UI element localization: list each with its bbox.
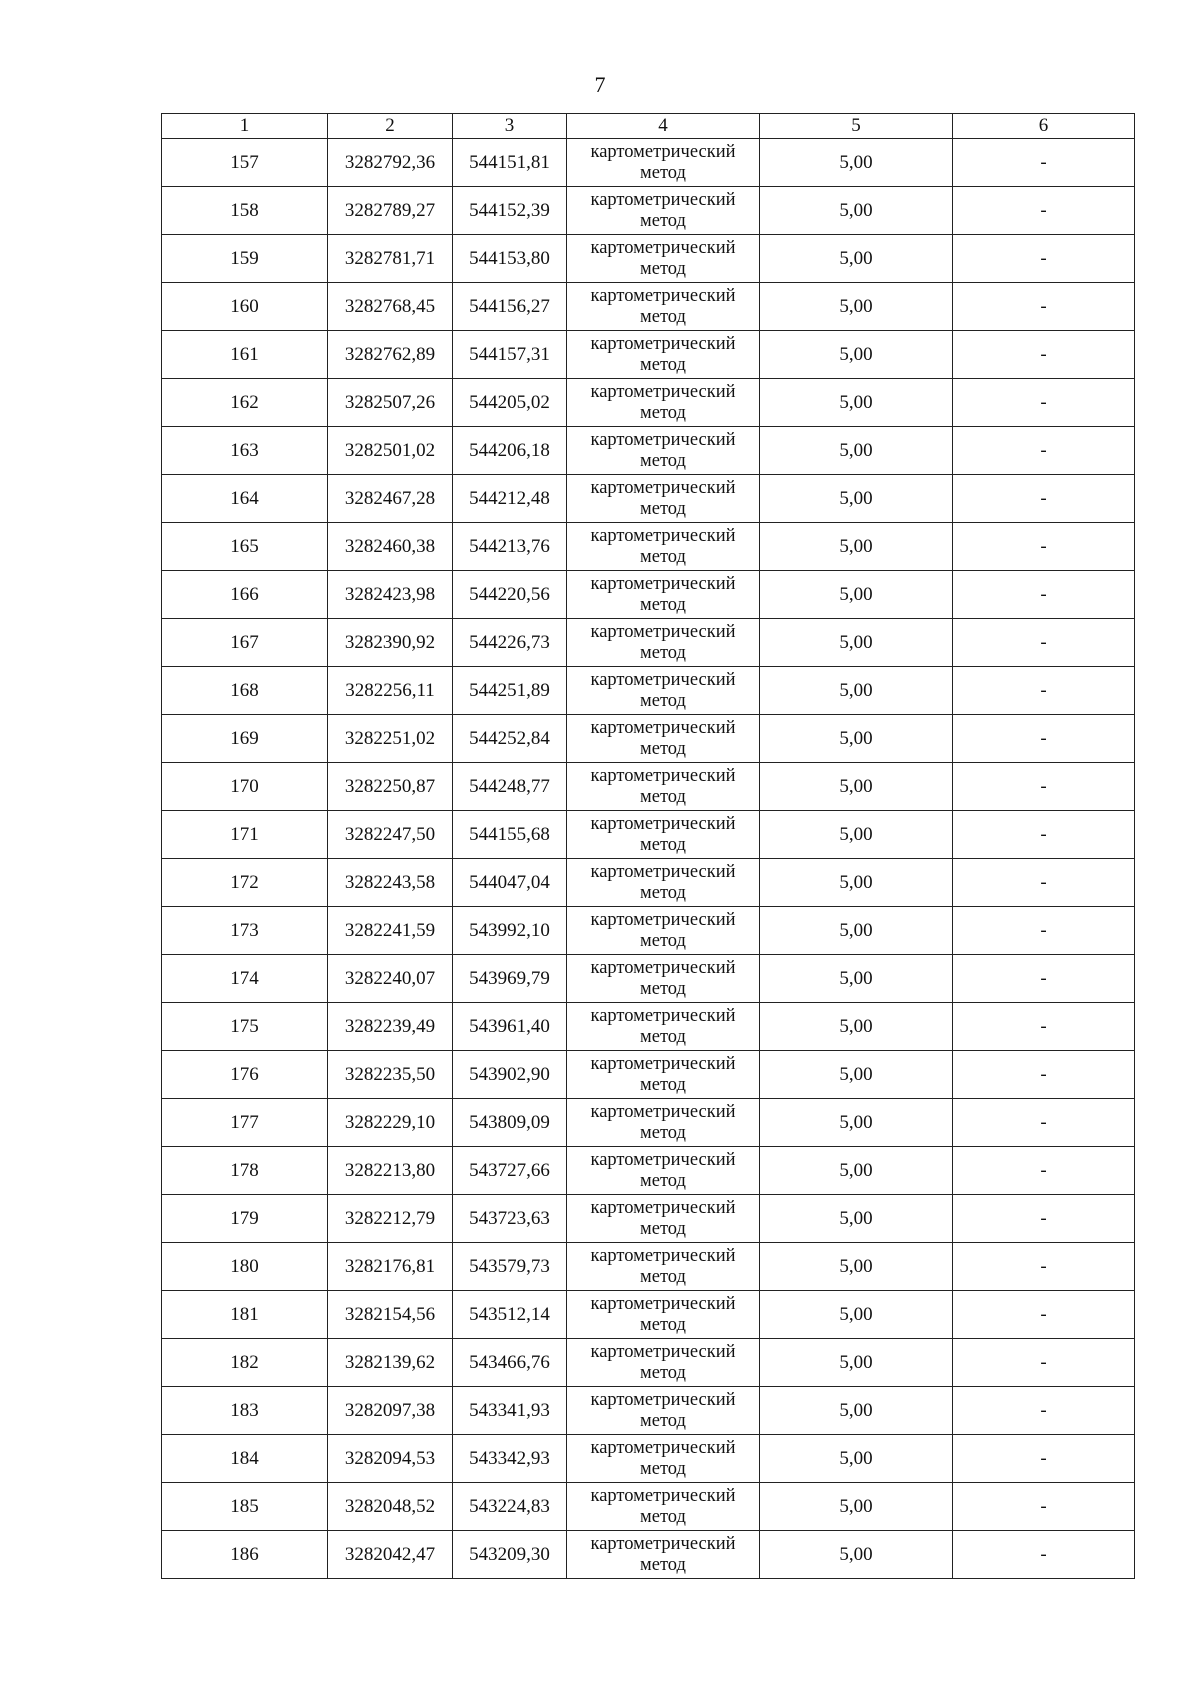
method-cell [567,715,760,763]
method-cell [567,667,760,715]
table-row [162,427,1135,475]
point-number-cell: 175 [162,1003,328,1051]
method-text-line: метод [640,1458,686,1479]
page-number: 7 [594,72,606,97]
table-row [162,1435,1135,1483]
description-cell: - [953,523,1135,571]
description-cell: - [953,571,1135,619]
accuracy-cell: 5,00 [760,1531,953,1579]
method-cell [567,523,760,571]
method-cell [567,139,760,187]
accuracy-cell: 5,00 [760,619,953,667]
x-coordinate-cell: 3282507,26 [328,379,453,427]
method-text-line: метод [640,498,686,519]
method-text-line: картометрический [590,1437,736,1458]
method-text-line: картометрический [590,1485,736,1506]
method-text-line: картометрический [590,525,736,546]
method-text-line: картометрический [590,813,736,834]
description-cell: - [953,283,1135,331]
method-cell [567,1435,760,1483]
y-coordinate-cell: 544155,68 [453,811,567,859]
method-text-line: метод [640,1266,686,1287]
description-cell: - [953,331,1135,379]
accuracy-cell: 5,00 [760,1339,953,1387]
x-coordinate-cell: 3282229,10 [328,1099,453,1147]
y-coordinate-cell: 544152,39 [453,187,567,235]
table-row [162,1483,1135,1531]
method-text-line: картометрический [590,1245,736,1266]
method-text-line: метод [640,210,686,231]
description-cell: - [953,619,1135,667]
column-header: 3 [453,114,567,139]
x-coordinate-cell: 3282423,98 [328,571,453,619]
description-cell: - [953,475,1135,523]
table-row [162,283,1135,331]
y-coordinate-cell: 543341,93 [453,1387,567,1435]
method-cell [567,763,760,811]
accuracy-cell: 5,00 [760,475,953,523]
accuracy-cell: 5,00 [760,763,953,811]
point-number-cell: 162 [162,379,328,427]
point-number-cell: 185 [162,1483,328,1531]
table-row [162,1291,1135,1339]
header-row [162,114,1135,139]
method-text-line: картометрический [590,1005,736,1026]
table-row [162,955,1135,1003]
point-number-cell: 157 [162,139,328,187]
method-cell [567,1531,760,1579]
accuracy-cell: 5,00 [760,1003,953,1051]
y-coordinate-cell: 544047,04 [453,859,567,907]
point-number-cell: 172 [162,859,328,907]
table-row [162,1147,1135,1195]
method-text-line: метод [640,642,686,663]
accuracy-cell: 5,00 [760,1435,953,1483]
accuracy-cell: 5,00 [760,427,953,475]
method-text-line: метод [640,1170,686,1191]
x-coordinate-cell: 3282094,53 [328,1435,453,1483]
method-text-line: картометрический [590,381,736,402]
method-text-line: метод [640,162,686,183]
method-text-line: картометрический [590,573,736,594]
method-cell [567,1003,760,1051]
accuracy-cell: 5,00 [760,1243,953,1291]
accuracy-cell: 5,00 [760,235,953,283]
x-coordinate-cell: 3282501,02 [328,427,453,475]
method-cell [567,1339,760,1387]
table-body [162,139,1135,1579]
method-text-line: картометрический [590,669,736,690]
x-coordinate-cell: 3282213,80 [328,1147,453,1195]
description-cell: - [953,427,1135,475]
column-header: 4 [567,114,760,139]
description-cell: - [953,1435,1135,1483]
point-number-cell: 161 [162,331,328,379]
point-number-cell: 183 [162,1387,328,1435]
y-coordinate-cell: 543224,83 [453,1483,567,1531]
y-coordinate-cell: 543512,14 [453,1291,567,1339]
accuracy-cell: 5,00 [760,331,953,379]
method-text-line: метод [640,594,686,615]
method-text-line: метод [640,450,686,471]
method-cell [567,1243,760,1291]
point-number-cell: 174 [162,955,328,1003]
y-coordinate-cell: 543992,10 [453,907,567,955]
y-coordinate-cell: 544213,76 [453,523,567,571]
description-cell: - [953,235,1135,283]
description-cell: - [953,1387,1135,1435]
point-number-cell: 170 [162,763,328,811]
point-number-cell: 159 [162,235,328,283]
x-coordinate-cell: 3282235,50 [328,1051,453,1099]
table-row [162,235,1135,283]
x-coordinate-cell: 3282048,52 [328,1483,453,1531]
method-text-line: метод [640,546,686,567]
description-cell: - [953,907,1135,955]
description-cell: - [953,955,1135,1003]
point-number-cell: 177 [162,1099,328,1147]
table-row [162,1051,1135,1099]
table-row [162,331,1135,379]
table-row [162,811,1135,859]
method-text-line: картометрический [590,1149,736,1170]
method-cell [567,859,760,907]
table-row [162,571,1135,619]
description-cell: - [953,1339,1135,1387]
method-text-line: картометрический [590,477,736,498]
table-row [162,1243,1135,1291]
point-number-cell: 178 [162,1147,328,1195]
y-coordinate-cell: 543209,30 [453,1531,567,1579]
accuracy-cell: 5,00 [760,1051,953,1099]
method-text-line: метод [640,1554,686,1575]
method-cell [567,379,760,427]
point-number-cell: 163 [162,427,328,475]
accuracy-cell: 5,00 [760,667,953,715]
method-text-line: метод [640,1314,686,1335]
table-row [162,1531,1135,1579]
method-text-line: метод [640,1122,686,1143]
x-coordinate-cell: 3282792,36 [328,139,453,187]
accuracy-cell: 5,00 [760,523,953,571]
method-text-line: картометрический [590,765,736,786]
x-coordinate-cell: 3282139,62 [328,1339,453,1387]
accuracy-cell: 5,00 [760,379,953,427]
method-text-line: картометрический [590,1533,736,1554]
method-text-line: картометрический [590,237,736,258]
x-coordinate-cell: 3282176,81 [328,1243,453,1291]
accuracy-cell: 5,00 [760,1387,953,1435]
x-coordinate-cell: 3282239,49 [328,1003,453,1051]
table-row [162,763,1135,811]
table-row [162,1195,1135,1243]
method-text-line: метод [640,690,686,711]
accuracy-cell: 5,00 [760,571,953,619]
method-text-line: картометрический [590,141,736,162]
description-cell: - [953,1147,1135,1195]
point-number-cell: 180 [162,1243,328,1291]
x-coordinate-cell: 3282097,38 [328,1387,453,1435]
method-text-line: картометрический [590,957,736,978]
method-text-line: картометрический [590,1341,736,1362]
y-coordinate-cell: 544156,27 [453,283,567,331]
method-text-line: картометрический [590,1053,736,1074]
point-number-cell: 168 [162,667,328,715]
y-coordinate-cell: 543466,76 [453,1339,567,1387]
x-coordinate-cell: 3282762,89 [328,331,453,379]
x-coordinate-cell: 3282390,92 [328,619,453,667]
method-text-line: картометрический [590,909,736,930]
accuracy-cell: 5,00 [760,811,953,859]
point-number-cell: 179 [162,1195,328,1243]
point-number-cell: 186 [162,1531,328,1579]
method-cell [567,619,760,667]
method-cell [567,1147,760,1195]
x-coordinate-cell: 3282042,47 [328,1531,453,1579]
description-cell: - [953,1243,1135,1291]
method-text-line: метод [640,1074,686,1095]
point-number-cell: 181 [162,1291,328,1339]
method-text-line: метод [640,258,686,279]
method-cell [567,955,760,1003]
column-header: 6 [953,114,1135,139]
y-coordinate-cell: 544153,80 [453,235,567,283]
accuracy-cell: 5,00 [760,715,953,763]
y-coordinate-cell: 543902,90 [453,1051,567,1099]
method-text-line: метод [640,354,686,375]
description-cell: - [953,139,1135,187]
description-cell: - [953,811,1135,859]
method-text-line: метод [640,1218,686,1239]
method-text-line: метод [640,306,686,327]
x-coordinate-cell: 3282243,58 [328,859,453,907]
point-number-cell: 176 [162,1051,328,1099]
accuracy-cell: 5,00 [760,859,953,907]
point-number-cell: 169 [162,715,328,763]
method-text-line: картометрический [590,1197,736,1218]
description-cell: - [953,667,1135,715]
method-text-line: картометрический [590,717,736,738]
x-coordinate-cell: 3282240,07 [328,955,453,1003]
y-coordinate-cell: 544252,84 [453,715,567,763]
y-coordinate-cell: 544206,18 [453,427,567,475]
table-header [162,114,1135,139]
x-coordinate-cell: 3282250,87 [328,763,453,811]
y-coordinate-cell: 543961,40 [453,1003,567,1051]
table-row [162,1099,1135,1147]
method-text-line: метод [640,1410,686,1431]
point-number-cell: 184 [162,1435,328,1483]
x-coordinate-cell: 3282781,71 [328,235,453,283]
method-text-line: метод [640,738,686,759]
y-coordinate-cell: 543969,79 [453,955,567,1003]
y-coordinate-cell: 544248,77 [453,763,567,811]
description-cell: - [953,1195,1135,1243]
method-cell [567,331,760,379]
table-row [162,667,1135,715]
method-cell [567,187,760,235]
accuracy-cell: 5,00 [760,955,953,1003]
method-cell [567,1291,760,1339]
y-coordinate-cell: 543723,63 [453,1195,567,1243]
method-text-line: картометрический [590,285,736,306]
method-cell [567,907,760,955]
x-coordinate-cell: 3282467,28 [328,475,453,523]
table-row [162,475,1135,523]
y-coordinate-cell: 544157,31 [453,331,567,379]
accuracy-cell: 5,00 [760,1147,953,1195]
table-row [162,619,1135,667]
method-text-line: метод [640,930,686,951]
y-coordinate-cell: 543809,09 [453,1099,567,1147]
x-coordinate-cell: 3282251,02 [328,715,453,763]
table-row [162,379,1135,427]
accuracy-cell: 5,00 [760,1483,953,1531]
point-number-cell: 165 [162,523,328,571]
table-row [162,859,1135,907]
method-text-line: картометрический [590,621,736,642]
y-coordinate-cell: 544226,73 [453,619,567,667]
method-text-line: картометрический [590,333,736,354]
description-cell: - [953,1051,1135,1099]
accuracy-cell: 5,00 [760,1099,953,1147]
method-text-line: метод [640,978,686,999]
y-coordinate-cell: 544205,02 [453,379,567,427]
x-coordinate-cell: 3282212,79 [328,1195,453,1243]
method-cell [567,811,760,859]
method-text-line: картометрический [590,1101,736,1122]
y-coordinate-cell: 544212,48 [453,475,567,523]
method-text-line: картометрический [590,429,736,450]
method-text-line: метод [640,1026,686,1047]
table-row [162,1339,1135,1387]
method-text-line: картометрический [590,861,736,882]
y-coordinate-cell: 543579,73 [453,1243,567,1291]
method-cell [567,235,760,283]
method-cell [567,1387,760,1435]
table-row [162,523,1135,571]
method-cell [567,283,760,331]
accuracy-cell: 5,00 [760,907,953,955]
x-coordinate-cell: 3282768,45 [328,283,453,331]
method-cell [567,475,760,523]
description-cell: - [953,1531,1135,1579]
accuracy-cell: 5,00 [760,139,953,187]
y-coordinate-cell: 544151,81 [453,139,567,187]
description-cell: - [953,1099,1135,1147]
point-number-cell: 171 [162,811,328,859]
method-text-line: картометрический [590,189,736,210]
method-cell [567,1195,760,1243]
point-number-cell: 158 [162,187,328,235]
description-cell: - [953,187,1135,235]
method-text-line: метод [640,786,686,807]
y-coordinate-cell: 543727,66 [453,1147,567,1195]
description-cell: - [953,1291,1135,1339]
point-number-cell: 160 [162,283,328,331]
method-text-line: метод [640,1362,686,1383]
x-coordinate-cell: 3282154,56 [328,1291,453,1339]
x-coordinate-cell: 3282256,11 [328,667,453,715]
description-cell: - [953,1003,1135,1051]
y-coordinate-cell: 544251,89 [453,667,567,715]
x-coordinate-cell: 3282247,50 [328,811,453,859]
method-cell [567,571,760,619]
accuracy-cell: 5,00 [760,187,953,235]
accuracy-cell: 5,00 [760,1291,953,1339]
table-row [162,907,1135,955]
method-text-line: метод [640,882,686,903]
column-header: 1 [162,114,328,139]
method-cell [567,1051,760,1099]
method-text-line: метод [640,402,686,423]
method-cell [567,1099,760,1147]
point-number-cell: 173 [162,907,328,955]
method-text-line: метод [640,1506,686,1527]
accuracy-cell: 5,00 [760,283,953,331]
y-coordinate-cell: 544220,56 [453,571,567,619]
description-cell: - [953,1483,1135,1531]
method-text-line: картометрический [590,1293,736,1314]
table-row [162,139,1135,187]
point-number-cell: 182 [162,1339,328,1387]
method-text-line: метод [640,834,686,855]
x-coordinate-cell: 3282460,38 [328,523,453,571]
column-header: 5 [760,114,953,139]
table-row [162,1003,1135,1051]
table-row [162,187,1135,235]
description-cell: - [953,859,1135,907]
table-row [162,1387,1135,1435]
description-cell: - [953,763,1135,811]
method-cell [567,1483,760,1531]
description-cell: - [953,715,1135,763]
accuracy-cell: 5,00 [760,1195,953,1243]
table-row [162,715,1135,763]
method-cell [567,427,760,475]
method-text-line: картометрический [590,1389,736,1410]
point-number-cell: 164 [162,475,328,523]
coordinates-table [161,113,1135,1579]
description-cell: - [953,379,1135,427]
x-coordinate-cell: 3282789,27 [328,187,453,235]
point-number-cell: 166 [162,571,328,619]
x-coordinate-cell: 3282241,59 [328,907,453,955]
y-coordinate-cell: 543342,93 [453,1435,567,1483]
point-number-cell: 167 [162,619,328,667]
column-header: 2 [328,114,453,139]
